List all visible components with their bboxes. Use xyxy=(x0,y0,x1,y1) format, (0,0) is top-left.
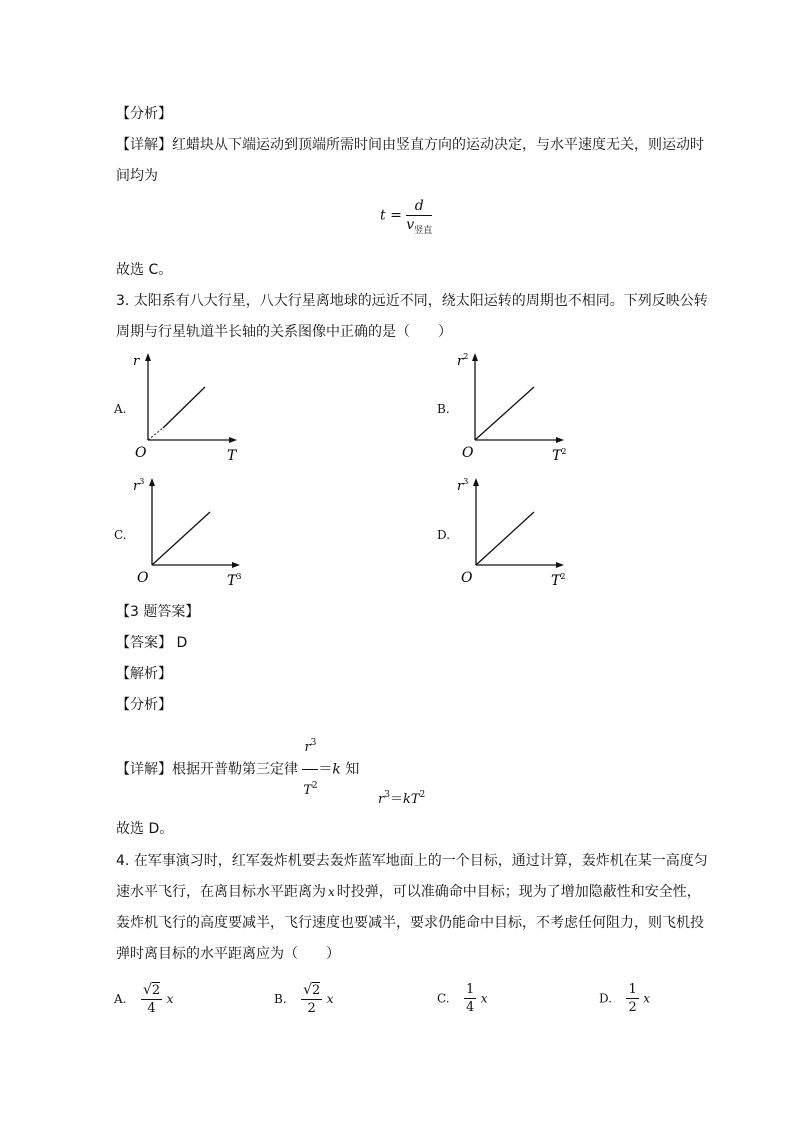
formula-t: t xyxy=(380,207,386,224)
kepler-equals: ＝ xyxy=(318,761,333,778)
q4-stem-x: x xyxy=(328,885,335,899)
origin-label: O xyxy=(462,445,474,461)
q3-option-d-label: D. xyxy=(437,528,451,542)
origin-label: O xyxy=(135,445,147,461)
option-d-fraction xyxy=(626,982,638,1015)
q4-stem-2a: 速水平飞行，在离目标水平距离为 xyxy=(116,884,326,900)
option-denominator: 4 xyxy=(466,1000,475,1015)
q2-detail-tag: 【详解】 xyxy=(116,137,172,153)
q3-explanation-tag: 【解析】 xyxy=(116,666,172,682)
q3-analysis-tag: 【分析】 xyxy=(116,697,172,713)
extension-dashed-line xyxy=(148,428,163,440)
origin-label: O xyxy=(461,570,473,586)
kepler-denominator: $T^2$ xyxy=(303,781,318,798)
q3-answer-header: 【3 题答案】 xyxy=(116,604,200,620)
q4-stem-line-3: 轰炸机飞行的高度要减半，飞行速度也要减半，要求仍能命中目标，不考虑任何阻力，则飞机投 xyxy=(116,915,704,931)
option-variable: x xyxy=(326,992,334,1006)
result-r: r xyxy=(378,792,385,807)
y-axis-label: $r^2$ xyxy=(457,352,469,369)
graph-line xyxy=(476,512,534,565)
graph-line xyxy=(475,387,534,440)
q2-analysis-tag: 【分析】 xyxy=(116,106,172,122)
option-variable: x xyxy=(643,991,650,1006)
formula-equals: = xyxy=(390,207,402,224)
x-axis-arrow xyxy=(556,437,564,443)
result-t-exp: 2 xyxy=(419,790,426,800)
option-variable: x xyxy=(480,991,488,1006)
q3-detail-tag: 【详解】 xyxy=(116,761,172,778)
x-axis-arrow xyxy=(229,437,237,443)
q3-stem-line-2: 周期与行星轨道半长轴的关系图像中正确的是（ ） xyxy=(116,324,452,340)
y-axis-arrow xyxy=(472,353,478,361)
sqrt-numerator: √2 xyxy=(303,982,321,998)
kepler-numerator: $r^3$ xyxy=(304,738,317,755)
q3-graph-c xyxy=(128,475,258,590)
formula-denominator xyxy=(406,216,433,236)
q3-answer-line xyxy=(116,633,187,653)
result-equals: ＝ xyxy=(389,792,403,807)
q4-option-c xyxy=(437,982,488,1015)
q3-answer-value: D xyxy=(176,635,188,651)
y-axis-label: $r^3$ xyxy=(457,477,469,494)
x-axis-label: $T^2$ xyxy=(551,572,566,589)
kepler-tail: 知 xyxy=(345,761,360,778)
kepler-fraction xyxy=(302,728,318,811)
option-a-fraction xyxy=(141,982,162,1016)
q4-option-d xyxy=(599,982,650,1015)
graph-line xyxy=(163,387,205,428)
y-axis-arrow xyxy=(145,353,151,361)
q2-detail-text-1: 红蜡块从下端运动到顶端所需时间由竖直方向的运动决定，与水平速度无关，则运动时 xyxy=(172,137,704,153)
option-b-fraction xyxy=(301,982,322,1016)
x-axis-label: $T^2$ xyxy=(552,447,567,464)
y-axis-label: $r^3$ xyxy=(133,477,145,494)
option-variable: x xyxy=(166,992,174,1006)
origin-label: O xyxy=(137,570,149,586)
q3-conclusion: 故选 D。 xyxy=(116,821,174,837)
q2-detail-line-1 xyxy=(116,135,704,155)
option-denominator: 4 xyxy=(147,1001,156,1016)
formula-v-subscript: 竖直 xyxy=(414,226,433,236)
option-label: D. xyxy=(599,991,613,1006)
x-axis-arrow xyxy=(232,562,240,568)
q4-stem-line-4: 弹时离目标的水平距离应为（ ） xyxy=(116,946,340,962)
q4-stem-line-2 xyxy=(116,882,701,902)
option-numerator: 1 xyxy=(628,982,637,997)
option-label: C. xyxy=(437,991,450,1006)
q2-detail-line-2: 间均为 xyxy=(116,168,158,184)
y-axis-label: r xyxy=(133,354,140,369)
q3-detail-line xyxy=(116,728,359,811)
y-axis-arrow xyxy=(149,478,155,486)
q4-option-b xyxy=(274,982,334,1016)
y-axis-arrow xyxy=(473,478,479,486)
formula-v: v xyxy=(406,217,415,233)
formula-numerator: d xyxy=(414,198,424,214)
kepler-k: k xyxy=(332,761,341,778)
x-axis-label: $T^3$ xyxy=(227,572,242,589)
q2-time-formula xyxy=(380,198,433,236)
q3-detail-text: 根据开普勒第三定律 xyxy=(172,761,298,778)
option-denominator: 2 xyxy=(307,1001,316,1016)
q3-graph-a xyxy=(125,350,255,465)
q4-stem-line-1: 4. 在军事演习时，红军轰炸机要去轰炸蓝军地面上的一个目标，通过计算，轰炸机在某一高度匀 xyxy=(116,853,708,869)
q3-result-formula xyxy=(378,788,425,807)
q3-stem-line-1: 3. 太阳系有八大行星，八大行星离地球的远近不同，绕太阳运转的周期也不相同。下列反映公转 xyxy=(116,293,708,309)
q3-answer-tag: 【答案】 xyxy=(116,635,172,651)
q2-conclusion: 故选 C。 xyxy=(116,262,173,278)
q4-stem-2b: 时投弹，可以准确命中目标；现为了增加隐蔽性和安全性， xyxy=(336,884,701,900)
x-axis-arrow xyxy=(556,562,564,568)
formula-fraction xyxy=(406,198,433,236)
option-denominator: 2 xyxy=(628,1000,637,1015)
q4-option-a xyxy=(114,982,173,1016)
option-c-fraction xyxy=(464,982,476,1015)
q3-graph-d xyxy=(452,475,582,590)
result-kt: kT xyxy=(402,792,420,807)
option-label: A. xyxy=(114,992,127,1006)
option-numerator: 1 xyxy=(466,982,475,997)
option-label: B. xyxy=(274,992,287,1006)
graph-line xyxy=(152,512,210,565)
sqrt-numerator: √2 xyxy=(142,982,161,998)
q3-option-c-label: C. xyxy=(114,528,127,542)
q3-graph-b xyxy=(452,350,582,465)
q3-option-a-label: A. xyxy=(114,402,127,416)
x-axis-label: T xyxy=(227,448,237,464)
q3-option-b-label: B. xyxy=(437,402,450,416)
result-r-exp: 3 xyxy=(384,790,390,800)
